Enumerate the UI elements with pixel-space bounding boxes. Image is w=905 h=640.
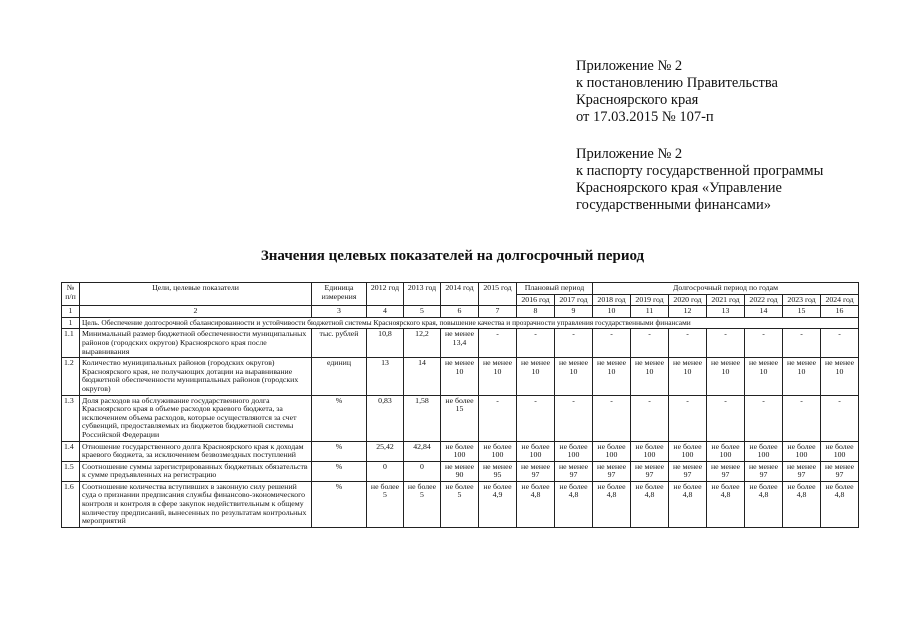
table-row [62, 358, 859, 395]
indicator-value: - [821, 395, 859, 441]
indicator-value: не более 100 [707, 441, 745, 461]
appendix-line: Приложение № 2 [576, 146, 683, 162]
indicator-value: не более 5 [367, 481, 404, 527]
indicator-value: не менее 10 [517, 358, 555, 395]
col-header-year: 2024 год [821, 294, 859, 306]
column-number: 9 [555, 306, 593, 318]
indicator-value: - [593, 329, 631, 358]
row-number: 1.2 [62, 358, 80, 395]
indicator-value: не менее 13,4 [441, 329, 479, 358]
appendix-line: к паспорту государственной программы [576, 163, 824, 179]
indicator-value: не менее 10 [593, 358, 631, 395]
indicator-value: не менее 97 [593, 461, 631, 481]
column-number: 14 [745, 306, 783, 318]
indicator-name: Соотношение количества вступивших в законную силу решений суда о признании предписания службы финансово-экономического контроля и контроля в сфере закупок недействительным к общему количеству предписаний, вынесенных по результатам контрольных мероприятий [80, 481, 312, 527]
appendix-line: Приложение № 2 [576, 58, 683, 74]
indicator-value: - [707, 395, 745, 441]
indicator-value: не более 100 [669, 441, 707, 461]
indicator-value: не более 4,8 [821, 481, 859, 527]
col-header-year: 2020 год [669, 294, 707, 306]
appendix-line: государственными финансами» [576, 197, 771, 213]
indicator-value: не менее 97 [783, 461, 821, 481]
indicator-value: не менее 90 [441, 461, 479, 481]
indicator-value: 1,58 [404, 395, 441, 441]
table-row [62, 481, 859, 527]
goal-text: Цель. Обеспечение долгосрочной сбалансированности и устойчивости бюджетной системы Красноярского края, повышение качества и прозрачности управления государственными финансами [80, 317, 859, 329]
indicator-value: - [593, 395, 631, 441]
indicator-value: не менее 97 [745, 461, 783, 481]
col-header-year: 2018 год [593, 294, 631, 306]
indicator-value: - [517, 395, 555, 441]
indicator-value: не менее 10 [783, 358, 821, 395]
column-number: 8 [517, 306, 555, 318]
indicator-value: не более 5 [441, 481, 479, 527]
indicator-value: не менее 10 [707, 358, 745, 395]
indicator-value: - [555, 395, 593, 441]
appendix-passport-block [576, 146, 823, 214]
indicator-value: не менее 97 [555, 461, 593, 481]
goal-row [62, 317, 859, 329]
indicator-value: не более 4,8 [555, 481, 593, 527]
table-row [62, 329, 859, 358]
indicator-value: - [631, 329, 669, 358]
table-row [62, 395, 859, 441]
indicator-value: не менее 95 [479, 461, 517, 481]
appendix-resolution-block [576, 58, 778, 126]
col-header-num: № п/п [62, 283, 80, 306]
indicator-value: - [745, 395, 783, 441]
header-row [62, 283, 859, 295]
indicator-value: не менее 10 [821, 358, 859, 395]
indicator-value: не более 4,8 [783, 481, 821, 527]
indicator-name: Доля расходов на обслуживание государственного долга Красноярского края в объеме расходов краевого бюджета, за исключением объема расходов, которые осуществляются за счет субвенций, предоставляемых из бюджетов бюджетной системы Российской Федерации [80, 395, 312, 441]
indicator-value: 14 [404, 358, 441, 395]
col-header-2015: 2015 год [479, 283, 517, 306]
indicator-unit: % [312, 461, 367, 481]
indicator-value: 13 [367, 358, 404, 395]
indicator-value: не более 100 [593, 441, 631, 461]
column-number: 4 [367, 306, 404, 318]
goal-number: 1 [62, 317, 80, 329]
col-header-year: 2016 год [517, 294, 555, 306]
indicator-value: не менее 10 [555, 358, 593, 395]
indicator-value: не более 4,8 [517, 481, 555, 527]
indicator-value: не менее 97 [669, 461, 707, 481]
appendix-line: Красноярского края «Управление [576, 180, 782, 196]
indicator-unit: тыс. рублей [312, 329, 367, 358]
indicators-table [61, 282, 859, 528]
indicator-name: Количество муниципальных районов (городских округов) Красноярского края, не получающих дотации на выравнивание бюджетной обеспеченности муниципальных районов (городских округов) [80, 358, 312, 395]
indicator-value: не менее 10 [631, 358, 669, 395]
indicator-value: не менее 10 [441, 358, 479, 395]
indicator-value: 0 [404, 461, 441, 481]
column-number: 11 [631, 306, 669, 318]
column-number: 3 [312, 306, 367, 318]
column-numbers-row [62, 306, 859, 318]
column-number: 13 [707, 306, 745, 318]
indicator-value: 25,42 [367, 441, 404, 461]
indicator-value: - [669, 395, 707, 441]
indicator-value: - [517, 329, 555, 358]
indicator-value: не менее 97 [631, 461, 669, 481]
indicator-value: не более 100 [517, 441, 555, 461]
appendix-line: к постановлению Правительства [576, 75, 778, 91]
col-header-longterm: Долгосрочный период по годам [593, 283, 859, 295]
indicator-value: не более 4,9 [479, 481, 517, 527]
indicator-unit: единиц [312, 358, 367, 395]
indicator-value: - [631, 395, 669, 441]
indicator-value: 12,2 [404, 329, 441, 358]
indicator-name: Отношение государственного долга Красноярского края к доходам краевого бюджета, за исключением безвозмездных поступлений [80, 441, 312, 461]
indicator-value: - [821, 329, 859, 358]
indicator-value: 42,84 [404, 441, 441, 461]
indicator-value: - [479, 395, 517, 441]
indicator-name: Соотношение суммы зарегистрированных бюджетных обязательств к сумме предъявленных на регистрацию [80, 461, 312, 481]
appendix-line: от 17.03.2015 № 107-п [576, 109, 714, 125]
indicator-value: не менее 97 [821, 461, 859, 481]
indicator-value: не более 100 [631, 441, 669, 461]
indicator-unit: % [312, 441, 367, 461]
row-number: 1.3 [62, 395, 80, 441]
appendix-line: Красноярского края [576, 92, 699, 108]
indicator-name: Минимальный размер бюджетной обеспеченности муниципальных районов (городских округов) Красноярского края после выравнивания [80, 329, 312, 358]
indicator-value: - [669, 329, 707, 358]
column-number: 15 [783, 306, 821, 318]
col-header-year: 2017 год [555, 294, 593, 306]
indicator-value: не более 100 [783, 441, 821, 461]
indicator-value: 0,83 [367, 395, 404, 441]
indicator-value: не более 4,8 [669, 481, 707, 527]
row-number: 1.1 [62, 329, 80, 358]
row-number: 1.4 [62, 441, 80, 461]
table-row [62, 441, 859, 461]
indicator-value: не более 100 [479, 441, 517, 461]
col-header-year: 2023 год [783, 294, 821, 306]
col-header-year: 2019 год [631, 294, 669, 306]
table-row [62, 461, 859, 481]
indicator-value: - [783, 395, 821, 441]
document-title: Значения целевых показателей на долгосрочный период [260, 248, 645, 264]
indicator-value: - [783, 329, 821, 358]
indicator-value: - [707, 329, 745, 358]
col-header-planned: Плановый период [517, 283, 593, 295]
col-header-2013: 2013 год [404, 283, 441, 306]
col-header-year: 2021 год [707, 294, 745, 306]
row-number: 1.5 [62, 461, 80, 481]
column-number: 2 [80, 306, 312, 318]
column-number: 6 [441, 306, 479, 318]
column-number: 10 [593, 306, 631, 318]
indicator-value: не менее 97 [517, 461, 555, 481]
indicator-unit: % [312, 481, 367, 527]
indicator-value: не более 15 [441, 395, 479, 441]
row-number: 1.6 [62, 481, 80, 527]
column-number: 1 [62, 306, 80, 318]
col-header-year: 2022 год [745, 294, 783, 306]
indicator-value: - [745, 329, 783, 358]
indicator-value: не более 4,8 [593, 481, 631, 527]
indicator-value: не более 4,8 [707, 481, 745, 527]
col-header-2012: 2012 год [367, 283, 404, 306]
indicator-value: не более 100 [555, 441, 593, 461]
indicator-value: не менее 97 [707, 461, 745, 481]
indicator-value: не более 4,8 [745, 481, 783, 527]
indicator-value: не более 5 [404, 481, 441, 527]
indicator-value: не более 100 [745, 441, 783, 461]
column-number: 12 [669, 306, 707, 318]
column-number: 7 [479, 306, 517, 318]
indicator-value: не менее 10 [479, 358, 517, 395]
col-header-2014: 2014 год [441, 283, 479, 306]
col-header-goal: Цели, целевые показатели [80, 283, 312, 306]
indicator-unit: % [312, 395, 367, 441]
indicator-value: не более 100 [441, 441, 479, 461]
indicator-value: не менее 10 [745, 358, 783, 395]
indicator-value: - [479, 329, 517, 358]
indicator-value: - [555, 329, 593, 358]
indicator-value: 0 [367, 461, 404, 481]
indicator-value: 10,8 [367, 329, 404, 358]
indicator-value: не менее 10 [669, 358, 707, 395]
indicator-value: не более 100 [821, 441, 859, 461]
column-number: 16 [821, 306, 859, 318]
indicator-value: не более 4,8 [631, 481, 669, 527]
column-number: 5 [404, 306, 441, 318]
col-header-unit: Единица измерения [312, 283, 367, 306]
